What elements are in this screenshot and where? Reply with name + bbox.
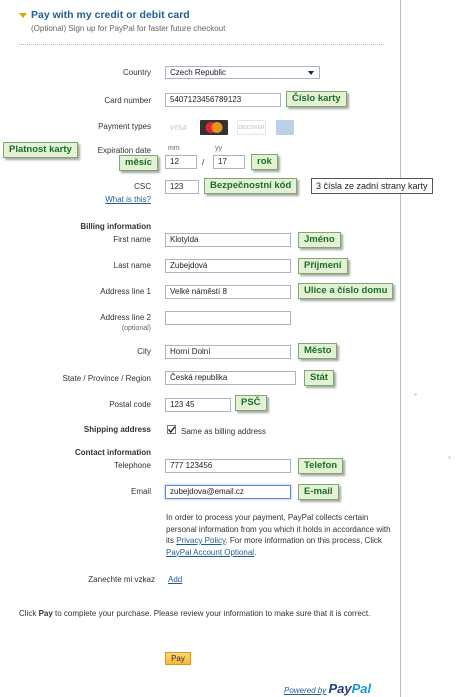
annotation-email: E-mail bbox=[298, 484, 339, 500]
city-label: City bbox=[137, 347, 151, 356]
annotation-platnost-karty: Platnost karty bbox=[3, 142, 78, 158]
expiration-slash: / bbox=[202, 158, 205, 167]
checkmark-icon bbox=[167, 425, 176, 434]
paypal-logo bbox=[328, 681, 371, 696]
instruction-bold: Pay bbox=[38, 609, 53, 618]
contact-heading: Contact information bbox=[75, 448, 151, 457]
state-input[interactable]: Česká republika bbox=[165, 371, 296, 385]
powered-by-text: Powered by bbox=[284, 686, 327, 695]
annotation-cislo-karty: Číslo karty bbox=[286, 91, 347, 107]
country-label: Country bbox=[122, 68, 151, 77]
same-as-billing-checkbox[interactable] bbox=[167, 425, 176, 434]
paypal-logo-pay: Pay bbox=[328, 681, 352, 696]
dropdown-caret-icon bbox=[308, 71, 314, 75]
mm-hint: mm bbox=[168, 145, 180, 152]
annotation-bezpecnostni-kod: Bezpečnostní kód bbox=[204, 178, 297, 194]
city-input[interactable]: Horní Dolní bbox=[165, 345, 291, 359]
annotation-jmeno: Jméno bbox=[298, 232, 341, 248]
yy-hint: yy bbox=[215, 145, 222, 152]
expiration-label: Expiration date bbox=[97, 146, 151, 155]
annotation-ulice: Ulice a číslo domu bbox=[298, 283, 393, 299]
email-input[interactable]: zubejdova@email.cz bbox=[165, 485, 291, 499]
paypal-logo-pal: Pal bbox=[351, 681, 372, 696]
last-name-input[interactable]: Zubejdová bbox=[165, 259, 291, 273]
divider bbox=[19, 44, 384, 45]
section-subtitle: (Optional) Sign up for PayPal for faster future checkout bbox=[31, 24, 226, 33]
address2-optional: (optional) bbox=[121, 325, 151, 332]
billing-heading: Billing information bbox=[80, 222, 151, 231]
expiration-year-input[interactable]: 17 bbox=[213, 155, 245, 169]
message-label: Zanechte mi vzkaz bbox=[88, 575, 155, 584]
pay-instruction bbox=[19, 608, 389, 620]
state-label: State / Province / Region bbox=[62, 374, 151, 383]
shipping-heading: Shipping address bbox=[83, 425, 151, 434]
annotation-telefon: Telefon bbox=[298, 458, 343, 474]
card-number-label: Card number bbox=[104, 96, 151, 105]
privacy-text-2: . For more information on this process, Click bbox=[225, 536, 382, 545]
instruction-pre: Click bbox=[19, 609, 39, 618]
amex-card-icon bbox=[276, 120, 294, 135]
csc-tooltip: 3 čísla ze zadní strany karty bbox=[311, 178, 433, 194]
add-message-link[interactable]: Add bbox=[168, 575, 183, 584]
privacy-notice bbox=[166, 512, 398, 558]
decorative-dot bbox=[414, 393, 417, 396]
collapse-arrow-icon[interactable] bbox=[19, 13, 27, 18]
country-select[interactable] bbox=[165, 66, 320, 79]
privacy-policy-link[interactable]: Privacy Policy bbox=[176, 536, 226, 545]
telephone-label: Telephone bbox=[114, 461, 151, 470]
telephone-input[interactable]: 777 123456 bbox=[165, 459, 291, 473]
panel-right-border bbox=[400, 0, 401, 697]
last-name-label: Last name bbox=[113, 261, 151, 270]
mastercard-icon bbox=[200, 120, 228, 135]
annotation-mesic: měsíc bbox=[119, 155, 158, 171]
address2-input[interactable] bbox=[165, 311, 291, 325]
country-selected-value: Czech Republic bbox=[170, 68, 227, 77]
postal-code-input[interactable]: 123 45 bbox=[165, 398, 231, 412]
email-label: Email bbox=[130, 487, 151, 496]
annotation-stat: Stát bbox=[304, 370, 334, 386]
address2-label: Address line 2 bbox=[100, 313, 151, 322]
annotation-rok: rok bbox=[251, 154, 278, 170]
expiration-month-input[interactable]: 12 bbox=[165, 155, 197, 169]
visa-card-icon: VISA bbox=[169, 123, 188, 132]
annotation-psc: PSČ bbox=[235, 395, 267, 411]
same-as-billing-label[interactable]: Same as billing address bbox=[181, 427, 266, 436]
payment-types-label: Payment types bbox=[98, 122, 151, 131]
first-name-label: First name bbox=[113, 235, 151, 244]
postal-code-label: Postal code bbox=[109, 400, 151, 409]
section-title[interactable]: Pay with my credit or debit card bbox=[31, 9, 190, 21]
privacy-text-1: In order to process your payment, PayPal collects certain personal information from you which it holds in accordance with its bbox=[166, 513, 391, 545]
address1-input[interactable]: Velké náměstí 8 bbox=[165, 285, 291, 299]
annotation-prijmeni: Příjmení bbox=[298, 258, 348, 274]
privacy-text-3: . bbox=[254, 547, 257, 557]
csc-label: CSC bbox=[134, 182, 151, 191]
card-number-input[interactable]: 5407123456789123 bbox=[165, 93, 281, 107]
pay-button[interactable]: Pay bbox=[165, 652, 191, 665]
csc-input[interactable]: 123 bbox=[165, 180, 199, 194]
first-name-input[interactable]: Klotylda bbox=[165, 233, 291, 247]
powered-by-paypal bbox=[284, 681, 371, 696]
address1-label: Address line 1 bbox=[100, 287, 151, 296]
annotation-mesto: Město bbox=[298, 343, 337, 359]
discover-card-icon: DISCOVER bbox=[237, 120, 266, 135]
instruction-post: to complete your purchase. Please review your information to make sure that it is correct. bbox=[52, 609, 371, 618]
account-optional-link[interactable]: PayPal Account Optional bbox=[166, 547, 255, 557]
mastercard-logo-icon bbox=[200, 120, 228, 135]
whats-this-link[interactable]: What is this? bbox=[105, 195, 151, 204]
decorative-dot bbox=[448, 456, 451, 459]
